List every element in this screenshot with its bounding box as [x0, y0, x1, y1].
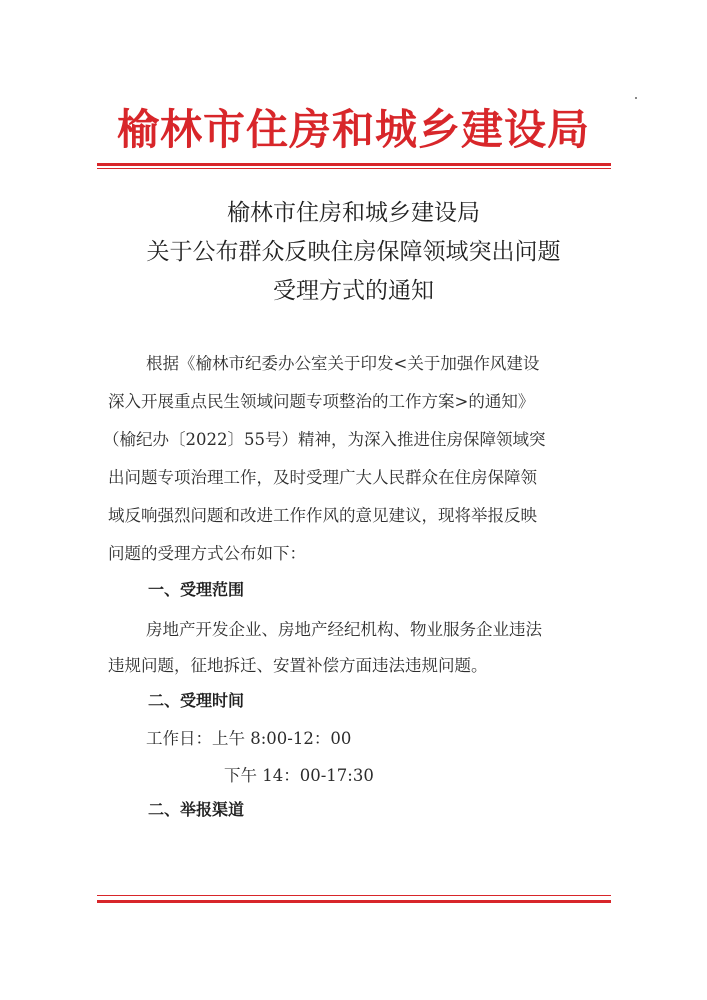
intro-line-5: 域反响强烈问题和改进工作作风的意见建议，现将举报反映 — [108, 506, 537, 525]
time-line-workday-am: 工作日：上午 8:00-12：00 — [146, 729, 352, 748]
document-title-line-3: 受理方式的通知 — [273, 278, 434, 304]
section-heading-channels: 二、举报渠道 — [148, 800, 245, 819]
section-heading-time: 二、受理时间 — [148, 691, 245, 710]
section-heading-scope: 一、受理范围 — [148, 580, 245, 599]
time-line-pm: 下午 14：00-17:30 — [224, 766, 374, 785]
intro-line-3: （榆纪办〔2022〕55号）精神，为深入推进住房保障领域突 — [103, 430, 546, 449]
bottom-rule-thin — [97, 895, 611, 896]
intro-line-4: 出问题专项治理工作，及时受理广大人民群众在住房保障领 — [108, 468, 537, 487]
intro-line-6: 问题的受理方式公布如下： — [108, 544, 306, 563]
page-mark — [635, 97, 637, 99]
bottom-rule-thick — [97, 900, 611, 903]
intro-line-2: 深入开展重点民生领域问题专项整治的工作方案>的通知》 — [108, 392, 535, 411]
document-title-line-1: 榆林市住房和城乡建设局 — [227, 200, 480, 226]
scope-line-1: 房地产开发企业、房地产经纪机构、物业服务企业违法 — [146, 620, 542, 639]
document-title-line-2: 关于公布群众反映住房保障领域突出问题 — [146, 239, 561, 265]
intro-line-1: 根据《榆林市纪委办公室关于印发<关于加强作风建设 — [146, 354, 540, 373]
letterhead-title: 榆林市住房和城乡建设局 — [116, 105, 590, 154]
top-rule-thick — [97, 163, 611, 166]
top-rule-thin — [97, 168, 611, 169]
scope-line-2: 违规问题，征地拆迁、安置补偿方面违法违规问题。 — [108, 656, 488, 675]
